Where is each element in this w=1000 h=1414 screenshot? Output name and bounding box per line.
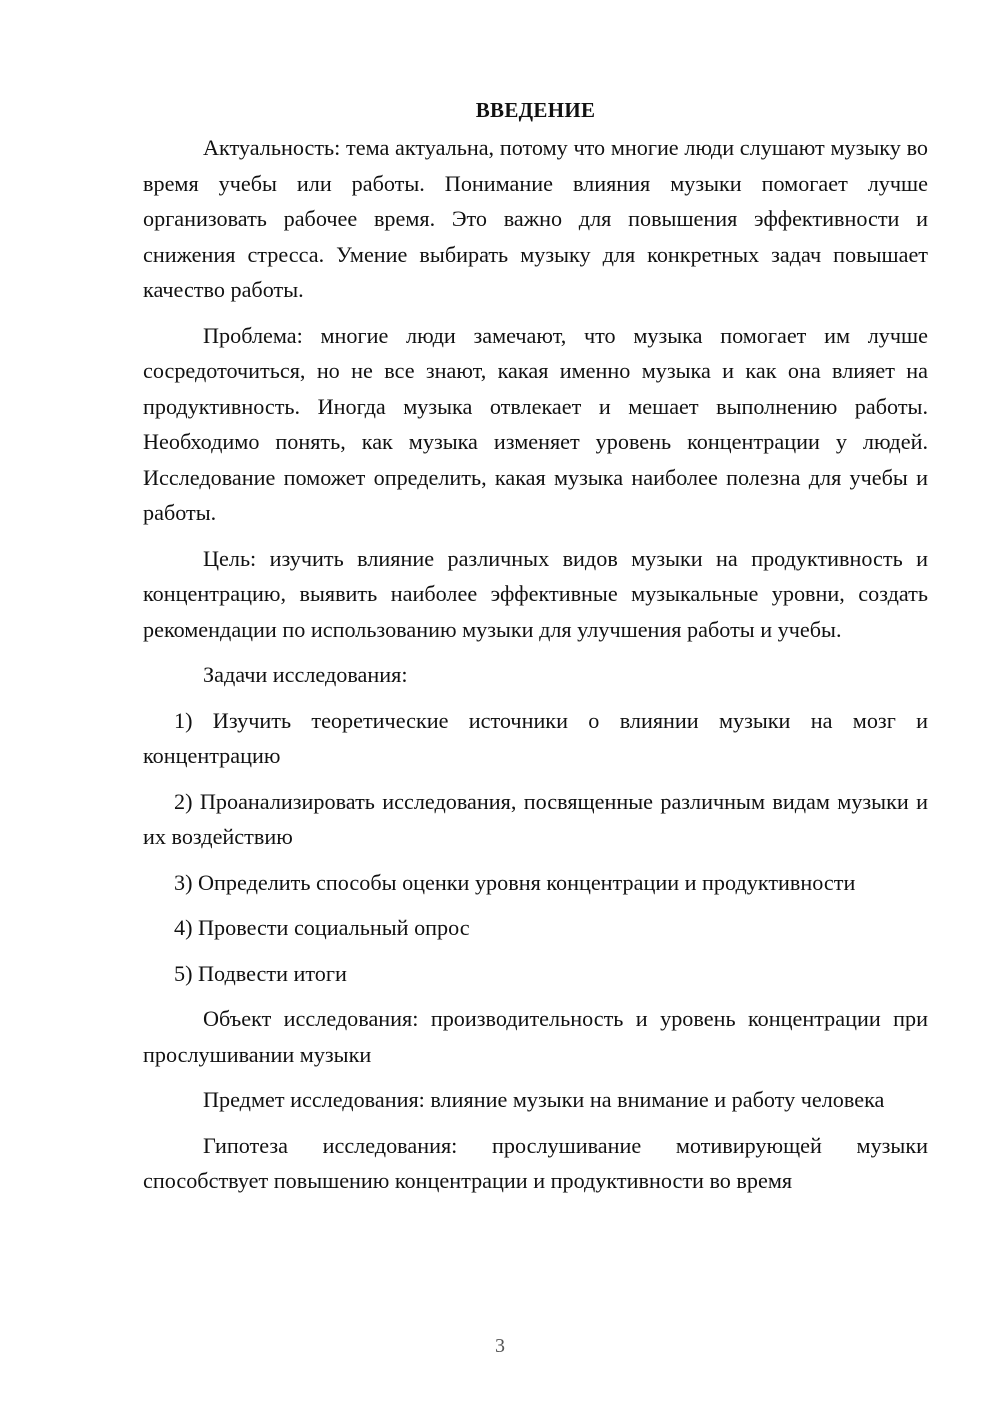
goal-paragraph: Цель: изучить влияние различных видов музыки на продуктивность и концентрацию, выявить наиболее эффективные музыкальные уровни, создать рекомендации по использованию музыки для улучшения работы и учебы.	[143, 545, 928, 642]
object-paragraph: Объект исследования: производительность и уровень концентрации при прослушивании музыки	[143, 1006, 928, 1067]
page-number: 3	[495, 1335, 505, 1357]
task-item: 1) Изучить теоретические источники о влиянии музыки на мозг и концентрацию	[143, 707, 928, 768]
subject-paragraph: Предмет исследования: влияние музыки на внимание и работу человека	[203, 1087, 885, 1112]
relevance-paragraph: Актуальность: тема актуальна, потому что многие люди слушают музыку во время учебы или работы. Понимание влияния музыки помогает лучше организовать рабочее время. Это важно для повышения эффективности и снижения стресса. Умение выбирать музыку для конкретных задач повышает качество работы.	[143, 135, 928, 302]
task-item: 5) Подвести итоги	[174, 960, 347, 986]
document-page	[143, 95, 928, 1209]
hypothesis-paragraph: Гипотеза исследования: прослушивание мотивирующей музыки способствует повышению концентрации и продуктивности во время	[143, 1132, 928, 1193]
problem-paragraph: Проблема: многие люди замечают, что музыка помогает им лучше сосредоточиться, но не все знают, какая именно музыка и как она влияет на продуктивность. Иногда музыка отвлекает и мешает выполнению работы. Необходимо понять, как музыка изменяет уровень концентрации у людей. Исследование поможет определить, какая музыка наиболее полезна для учебы и работы.	[143, 322, 928, 525]
section-title: ВВЕДЕНИЕ	[475, 98, 596, 122]
task-item: 4) Провести социальный опрос	[174, 915, 470, 940]
task-item: 3) Определить способы оценки уровня концентрации и продуктивности	[174, 869, 856, 895]
task-item: 2) Проанализировать исследования, посвященные различным видам музыки и их воздействию	[143, 788, 928, 849]
tasks-heading: Задачи исследования:	[203, 662, 408, 687]
